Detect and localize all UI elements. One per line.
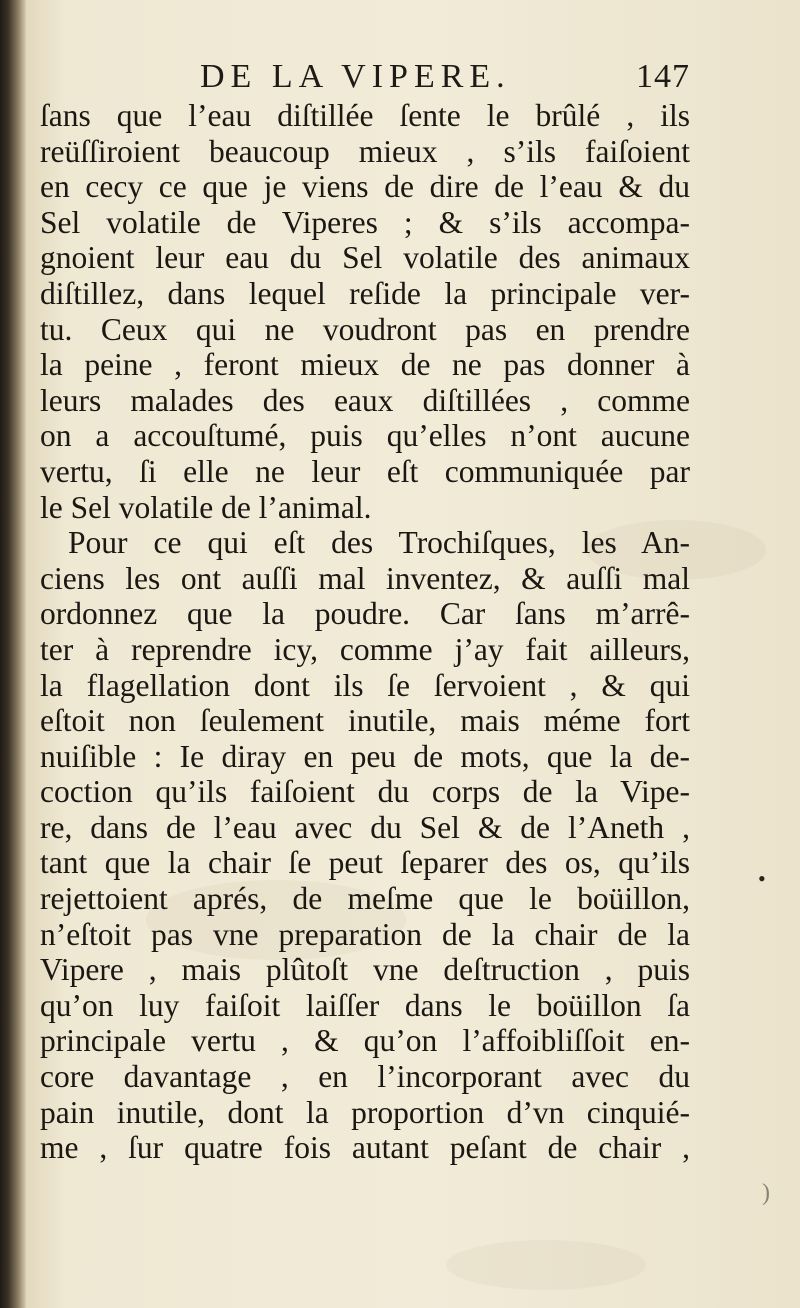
body-text bbox=[40, 98, 690, 1166]
text-line: re, dans de l’eau avec du Sel & de l’Aneth , bbox=[40, 809, 690, 845]
text-line: coction qu’ils faiſoient du corps de la Vipe- bbox=[40, 774, 690, 810]
paragraph-last-line: le Sel volatile de l’animal. bbox=[40, 489, 372, 525]
text-line: gnoient leur eau du Sel volatile des animaux bbox=[40, 240, 690, 276]
page-header bbox=[200, 58, 690, 102]
text-line: Vipere , mais plûtoſt vne deſtruction , puis bbox=[40, 952, 690, 988]
paper-stain bbox=[446, 1240, 646, 1290]
text-line: en cecy ce que je viens de dire de l’eau & du bbox=[40, 169, 690, 205]
text-line: ſans que l’eau diſtillée ſente le brûlé , ils bbox=[40, 98, 690, 133]
text-line: me , ſur quatre fois autant peſant de chair , bbox=[40, 1130, 690, 1166]
text-line: ter à reprendre icy, comme j’ay fait ailleurs, bbox=[40, 631, 690, 667]
margin-paren-mark: ) bbox=[762, 1180, 770, 1206]
text-line: tant que la chair ſe peut ſeparer des os, qu’ils bbox=[40, 845, 690, 881]
text-line: vertu, ſi elle ne leur eſt communiquée par bbox=[40, 453, 690, 489]
text-line: eſtoit non ſeulement inutile, mais méme fort bbox=[40, 703, 690, 739]
text-line: tu. Ceux qui ne voudront pas en prendre bbox=[40, 311, 690, 347]
text-line: la flagellation dont ils ſe ſervoient , & qui bbox=[40, 667, 690, 703]
text-line: n’eſtoit pas vne preparation de la chair de la bbox=[40, 916, 690, 952]
margin-dot-mark: • bbox=[758, 866, 766, 891]
text-line: Sel volatile de Viperes ; & s’ils accompa- bbox=[40, 204, 690, 240]
running-title: DE LA VIPERE. bbox=[200, 58, 511, 95]
text-line: diſtillez, dans lequel reſide la principale ver- bbox=[40, 275, 690, 311]
text-line: rejettoient aprés, de meſme que le boüillon, bbox=[40, 881, 690, 917]
text-line: ordonnez que la poudre. Car ſans m’arrê- bbox=[40, 596, 690, 632]
text-line: qu’on luy faiſoit laiſſer dans le boüillon ſa bbox=[40, 987, 690, 1023]
text-line: core davantage , en l’incorporant avec du bbox=[40, 1059, 690, 1095]
page-number: 147 bbox=[636, 58, 690, 95]
book-gutter-shadow bbox=[0, 0, 26, 1308]
text-line: ciens les ont auſſi mal inventez, & auſſi mal bbox=[40, 560, 690, 596]
text-line: la peine , feront mieux de ne pas donner à bbox=[40, 347, 690, 383]
text-line: nuiſible : Ie diray en peu de mots, que la de- bbox=[40, 738, 690, 774]
text-line: on a accouſtumé, puis qu’elles n’ont aucune bbox=[40, 418, 690, 454]
paragraph-first-line: Pour ce qui eſt des Trochiſques, les An- bbox=[68, 525, 690, 561]
text-line: pain inutile, dont la proportion d’vn cinquié- bbox=[40, 1094, 690, 1130]
text-line: principale vertu , & qu’on l’affoibliſſoit en- bbox=[40, 1023, 690, 1059]
text-line: reüſſiroient beaucoup mieux , s’ils faiſoient bbox=[40, 133, 690, 169]
text-line: leurs malades des eaux diſtillées , comme bbox=[40, 382, 690, 418]
